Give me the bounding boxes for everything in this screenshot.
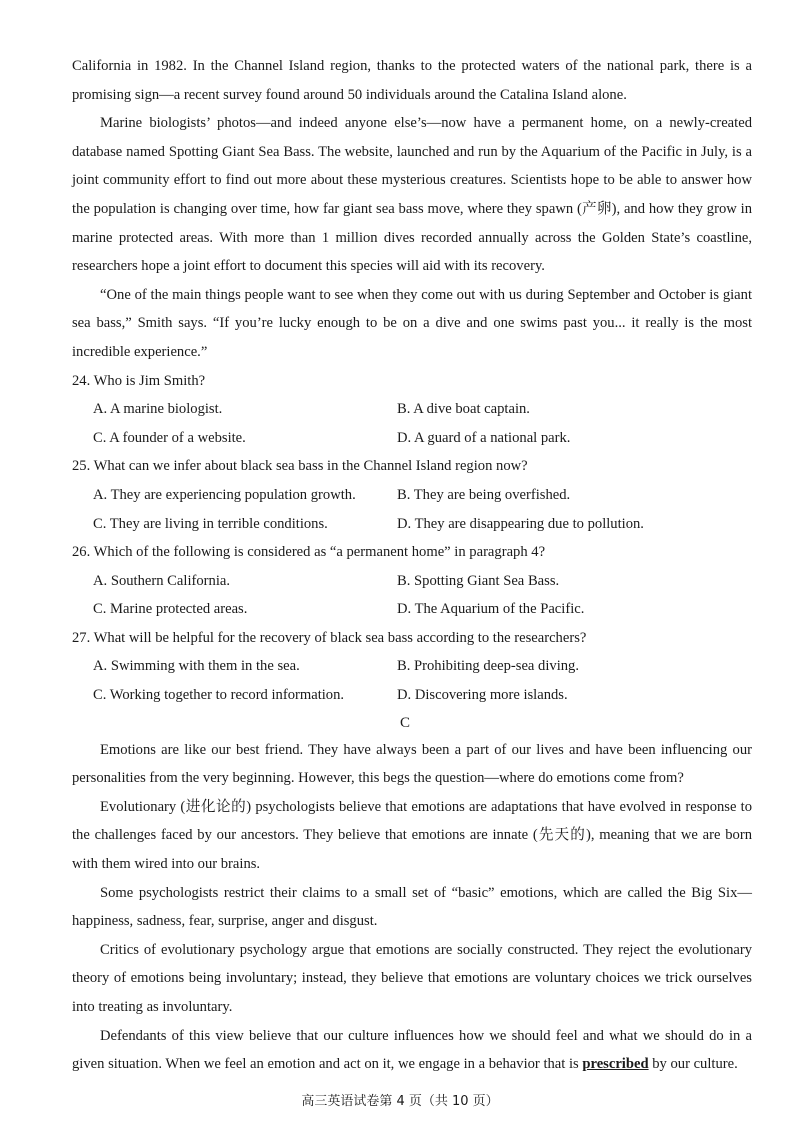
paragraph-text: Defendants of this view believe that our culture influences how we should feel and what we should do in a given situation. When we feel an emotion and act on it, we engage in a behavior that is <box>72 1027 752 1073</box>
question-stem: 24. Who is Jim Smith? <box>72 372 206 389</box>
option-d: D. The Aquarium of the Pacific. <box>397 601 585 618</box>
option-a: A. They are experiencing population growth. <box>93 486 356 503</box>
passage-b-paragraph-3-continued: California in 1982. In the Channel Island region, thanks to the protected waters of the national park, there is a promising sign—a recent survey found around 50 individuals around the Catalina Island alone. <box>72 58 752 103</box>
option-a: A. Swimming with them in the sea. <box>93 658 300 675</box>
answer-options <box>72 652 752 709</box>
passage-c-paragraph-4: Critics of evolutionary psychology argue that emotions are socially constructed. They reject the evolutionary theory of emotions being involuntary; instead, they believe that emotions are voluntary choices we trick ourselves into treating as involuntary. <box>72 941 752 1015</box>
question-26 <box>72 538 752 624</box>
option-b: B. A dive boat captain. <box>397 401 530 418</box>
answer-options <box>72 395 752 452</box>
paragraph-text: by our culture. <box>648 1056 738 1073</box>
option-a: A. Southern California. <box>93 572 230 589</box>
passage-c-paragraph-1: Emotions are like our best friend. They have always been a part of our lives and have been influencing our personalities from the very beginning. However, this begs the question—where do emotions come from? <box>72 741 752 787</box>
option-c: C. They are living in terrible conditions. <box>93 515 328 532</box>
option-b: B. They are being overfished. <box>397 486 571 503</box>
section-heading-c: C <box>399 714 410 731</box>
question-25 <box>72 452 752 538</box>
option-b: B. Spotting Giant Sea Bass. <box>397 572 560 589</box>
passage-b-paragraph-4: Marine biologists’ photos—and indeed anyone else’s—now have a permanent home, on a newly-created database named Spotting Giant Sea Bass. The website, launched and run by the Aquarium of the Pacific in July, is a joint community effort to find out more about these mysterious creatures. Scientists hope to be able to answer how the population is changing over time, how far giant sea bass move, where they spawn (产卵), and how they grow in marine protected areas. With more than 1 million dives recorded annually across the Golden State’s coastline, researchers hope a joint effort to document this species will aid with its recovery. <box>72 115 752 275</box>
question-stem: 25. What can we infer about black sea bass in the Channel Island region now? <box>72 458 528 475</box>
page-content <box>72 52 752 1079</box>
question-stem: 27. What will be helpful for the recovery of black sea bass according to the researchers? <box>72 629 587 646</box>
option-c: C. A founder of a website. <box>93 429 246 446</box>
passage-c-paragraph-2: Evolutionary (进化论的) psychologists believe that emotions are adaptations that have evolved in response to the challenges faced by our ancestors. They believe that emotions are innate (先天的), meaning that we are born with them wired into our brains. <box>72 798 752 873</box>
option-a: A. A marine biologist. <box>93 401 223 418</box>
option-c: C. Marine protected areas. <box>93 601 248 618</box>
passage-b-paragraph-5: “One of the main things people want to see when they come out with us during September and October is giant sea bass,” Smith says. “If you’re lucky enough to be on a dive and one swims past you... it really is the most incredible experience.” <box>72 286 752 360</box>
option-d: D. They are disappearing due to pollution. <box>397 515 644 532</box>
option-c: C. Working together to record information. <box>93 687 345 704</box>
question-24 <box>72 367 752 453</box>
answer-options <box>72 481 752 538</box>
option-d: D. A guard of a national park. <box>397 429 571 446</box>
passage-c-paragraph-3: Some psychologists restrict their claims to a small set of “basic” emotions, which are called the Big Six—happiness, sadness, fear, surprise, anger and disgust. <box>72 884 752 930</box>
option-d: D. Discovering more islands. <box>397 687 568 704</box>
question-stem: 26. Which of the following is considered as “a permanent home” in paragraph 4? <box>72 544 546 561</box>
underlined-word-prescribed: prescribed <box>582 1056 649 1073</box>
passage-c-paragraph-5 <box>72 1022 752 1079</box>
option-b: B. Prohibiting deep-sea diving. <box>397 658 579 675</box>
question-27 <box>72 624 752 710</box>
answer-options <box>72 567 752 624</box>
page-footer: 高三英语试卷第 4 页（共 10 页） <box>301 1094 499 1109</box>
